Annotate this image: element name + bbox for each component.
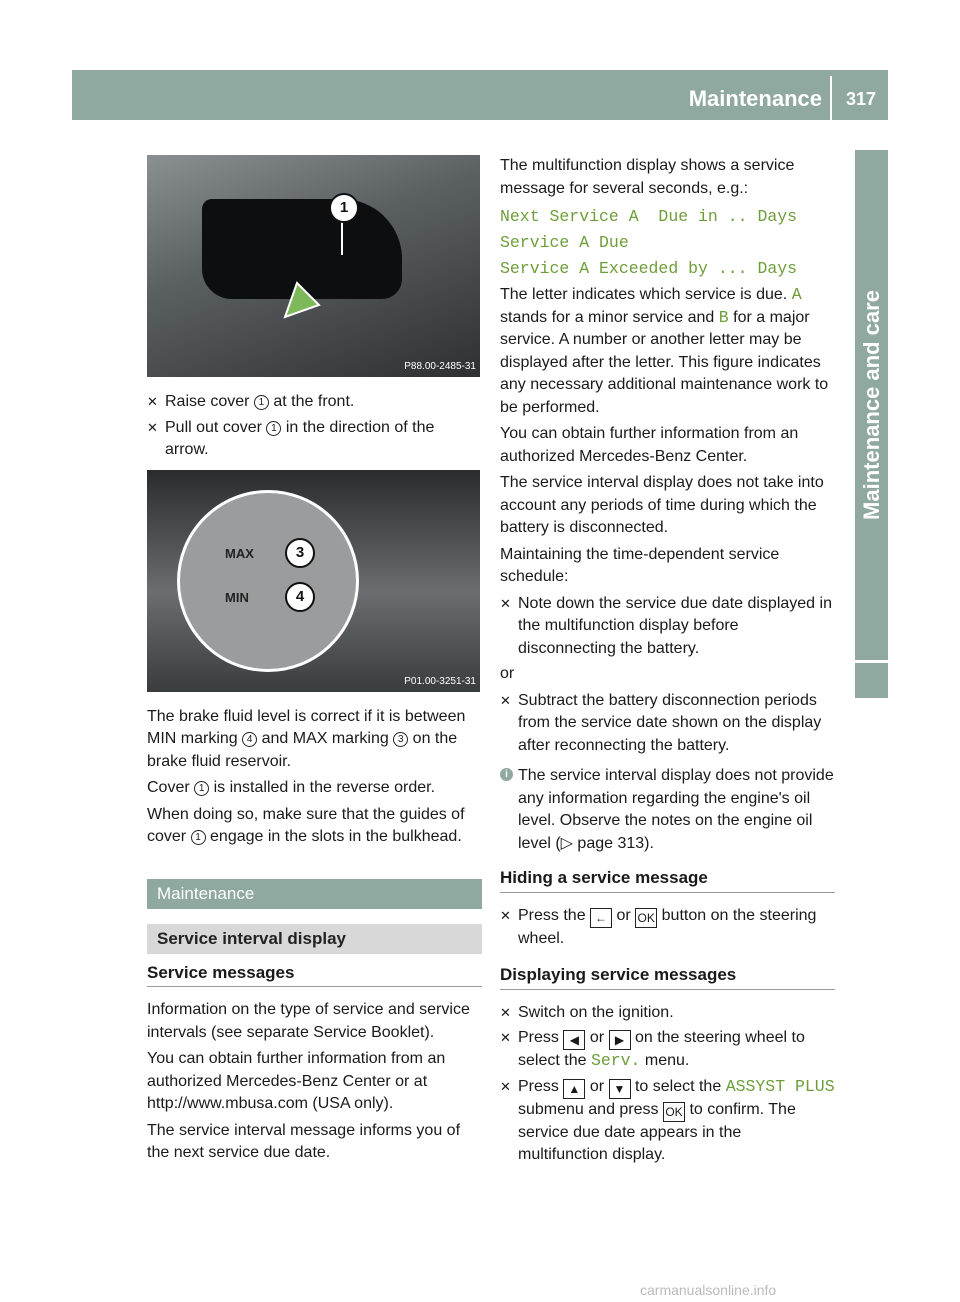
number-1-icon: 1 (191, 830, 206, 845)
section-service-interval: Service interval display (147, 924, 482, 954)
header-title: Maintenance (688, 86, 822, 111)
display-message-2: Service A Due (500, 233, 629, 252)
callout-4: 4 (285, 582, 315, 612)
footer-watermark: carmanualsonline.info (640, 1282, 777, 1298)
callout-3: 3 (285, 538, 315, 568)
max-label: MAX (225, 545, 254, 561)
subhead-displaying: Displaying service messages (500, 964, 835, 990)
section-maintenance: Maintenance (147, 879, 482, 909)
back-key-icon: ← (590, 908, 612, 928)
step-arrow-icon: ✕ (500, 1078, 511, 1094)
step-select-assyst: ✕ Press ▲ or ▼ to select the ASSYST PLUS submenu and press OK to confirm. The service due date appears in the multifunction display. (500, 1076, 835, 1163)
para-intro: The multifunction display shows a service message for several seconds, e.g.: (500, 157, 795, 197)
right-key-icon: ▶ (609, 1030, 631, 1050)
up-key-icon: ▲ (563, 1079, 585, 1099)
step-arrow-icon: ✕ (500, 692, 511, 708)
header-divider (830, 76, 832, 120)
brake-fluid-photo (147, 470, 480, 692)
step-note-date: ✕ Note down the service due date displayed in the multifunction display before disconnecting the battery. (500, 594, 832, 657)
para-maintaining: Maintaining the time-dependent service schedule: (500, 545, 780, 585)
step-arrow-icon: ✕ (500, 1030, 511, 1045)
para-letter: The letter indicates which service is due. A stands for a minor service and B for a major service. A number or another letter may be displayed after the letter. This figure indicates any necessary additional maintenance work to be performed. (500, 285, 829, 416)
step-pull-cover: ✕ Pull out cover 1 in the direction of the arrow. (147, 418, 435, 458)
info-note: i The service interval display does not provide any information regarding the engine's oil level. Observe the notes on the engine oil level (▷ page 313). (500, 765, 835, 855)
min-label: MIN (225, 589, 249, 605)
page-header (72, 70, 888, 120)
arrow-graphic (147, 155, 480, 377)
number-3-icon: 3 (393, 732, 408, 747)
para-battery: The service interval display does not take into account any periods of time during which the battery is disconnected. (500, 474, 824, 536)
step-arrow-icon: ✕ (500, 907, 511, 923)
ok-key-icon: OK (635, 908, 657, 928)
step-subtract: ✕ Subtract the battery disconnection periods from the service date shown on the display after reconnecting the battery. (500, 691, 822, 754)
left-key-icon: ◀ (563, 1030, 585, 1050)
para-info-type: Information on the type of service and service intervals (see separate Service Booklet). (147, 1001, 470, 1041)
step-arrow-icon: ✕ (147, 419, 158, 435)
step-raise-cover: ✕ Raise cover 1 at the front. (147, 391, 482, 414)
left-column (147, 155, 482, 1169)
side-tab-label: Maintenance and care (858, 290, 884, 520)
para-brake-level: The brake fluid level is correct if it is between MIN marking 4 and MAX marking 3 on the brake fluid reservoir. (147, 707, 466, 770)
display-message-1: Next Service A Due in .. Days (500, 207, 798, 226)
para-guides: When doing so, make sure that the guides of cover 1 engage in the slots in the bulkhead. (147, 805, 465, 845)
down-key-icon: ▼ (609, 1079, 631, 1099)
side-marker (855, 663, 888, 698)
number-4-icon: 4 (242, 732, 257, 747)
page-number: 317 (845, 89, 877, 109)
ok-key-icon: OK (663, 1102, 685, 1122)
text-or: or (500, 665, 515, 682)
photo-code: P01.00-3251-31 (404, 675, 476, 687)
step-select-serv: ✕ Press ◀ or ▶ on the steering wheel to select the Serv. menu. (500, 1029, 805, 1070)
display-message-3: Service A Exceeded by ... Days (500, 259, 798, 278)
info-icon: i (500, 768, 513, 781)
engine-cover-photo (147, 155, 480, 377)
step-arrow-icon: ✕ (500, 1004, 511, 1020)
step-press-back-ok: ✕ Press the ← or OK button on the steering wheel. (500, 906, 817, 947)
number-1-icon: 1 (194, 781, 209, 796)
photo-code: P88.00-2485-31 (404, 361, 476, 372)
number-1-icon: 1 (254, 395, 269, 410)
number-1-icon: 1 (266, 421, 281, 436)
side-tab (855, 150, 888, 660)
step-arrow-icon: ✕ (500, 595, 511, 611)
callout-1: 1 (329, 193, 359, 223)
para-message-informs: The service interval message informs you of the next service due date. (147, 1121, 461, 1161)
subhead-hiding: Hiding a service message (500, 867, 835, 893)
step-ignition: ✕ Switch on the ignition. (500, 1002, 835, 1025)
para-further: You can obtain further information from an authorized Mercedes-Benz Center. (500, 425, 799, 465)
step-arrow-icon: ✕ (147, 394, 158, 409)
right-column (500, 155, 835, 1170)
para-cover-install: Cover 1 is installed in the reverse order. (147, 779, 436, 796)
magnifier-circle (177, 490, 359, 672)
para-further-info: You can obtain further information from an authorized Mercedes-Benz Center or at http://www.mbusa.com (USA only). (147, 1050, 446, 1112)
subhead-service-messages: Service messages (147, 962, 482, 988)
